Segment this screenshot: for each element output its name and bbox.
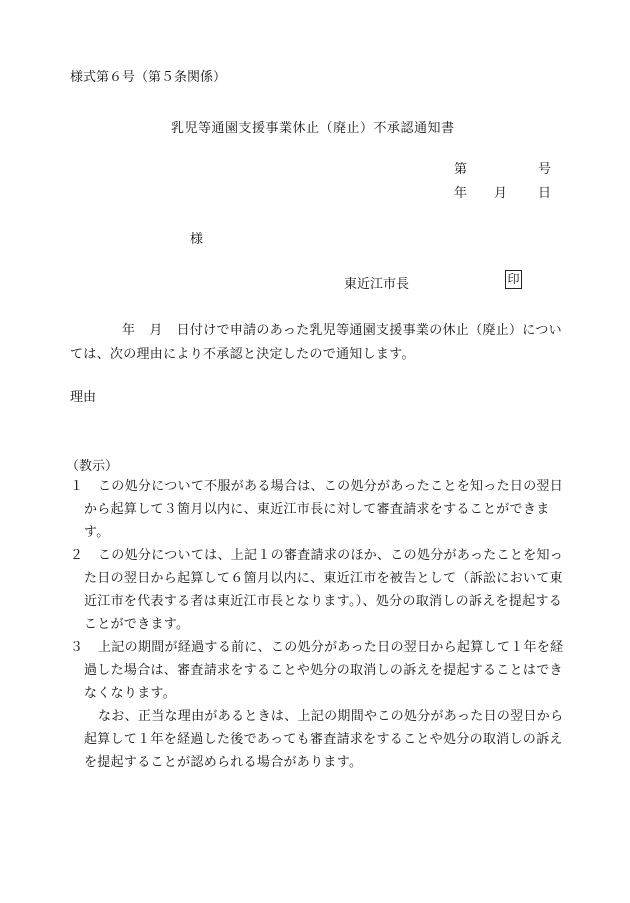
body-year-label: 年 — [122, 323, 136, 338]
date-month-label: 月 — [494, 186, 508, 201]
instruction-title: （教示） — [66, 459, 119, 474]
seal-mark: 印 — [505, 270, 522, 289]
document-title: 乳児等通園支援事業休止（廃止）不承認通知書 — [171, 121, 455, 136]
recipient-honorific: 様 — [190, 232, 204, 247]
instruction-note: なお、正当な理由があるときは、上記の期間やこの処分があった日の翌日から起算して１年を経過した後であっても審査請求をすることや処分の取消しの訴えを提起することが認められる場合があります。 — [84, 709, 564, 770]
instruction-item — [70, 475, 565, 544]
document-number-label: 第 — [454, 162, 468, 177]
instruction-item-number: ３ — [70, 640, 84, 655]
form-number: 様式第６号（第５条関係） — [70, 70, 227, 85]
instruction-item-text: この処分について不服がある場合は、この処分があったことを知った日の翌日から起算して３箇月以内に、東近江市長に対して審査請求をすることができます。 — [84, 479, 564, 540]
instruction-item-text: この処分については、上記１の審査請求のほか、この処分があったことを知った日の翌日から起算して６箇月以内に、東近江市を被告として（訴訟において東近江市を代表する者は東近江市長となります。）、処分の取消しの訴えを提起することができます。 — [84, 548, 564, 632]
instruction-item-number: ２ — [70, 548, 84, 563]
body-text: 日付けで申請のあった乳児等通園支援事業の休止（廃止）については、次の理由により不承認と決定したので通知します。 — [70, 323, 562, 362]
reason-label: 理由 — [70, 390, 97, 405]
body-month-label: 月 — [149, 323, 163, 338]
instruction-item — [70, 636, 565, 705]
instruction-list — [70, 475, 565, 774]
notice-body — [70, 319, 570, 367]
date-day-label: 日 — [538, 186, 552, 201]
sender-name: 東近江市長 — [344, 277, 410, 292]
document-number-suffix: 号 — [538, 162, 552, 177]
instruction-item-number: １ — [70, 479, 84, 494]
instruction-item-text: 上記の期間が経過する前に、この処分があった日の翌日から起算して１年を経過した場合は、審査請求をすることや処分の取消しの訴えを提起することはできなくなります。 — [84, 640, 564, 701]
date-year-label: 年 — [454, 186, 468, 201]
instruction-item — [70, 544, 565, 636]
